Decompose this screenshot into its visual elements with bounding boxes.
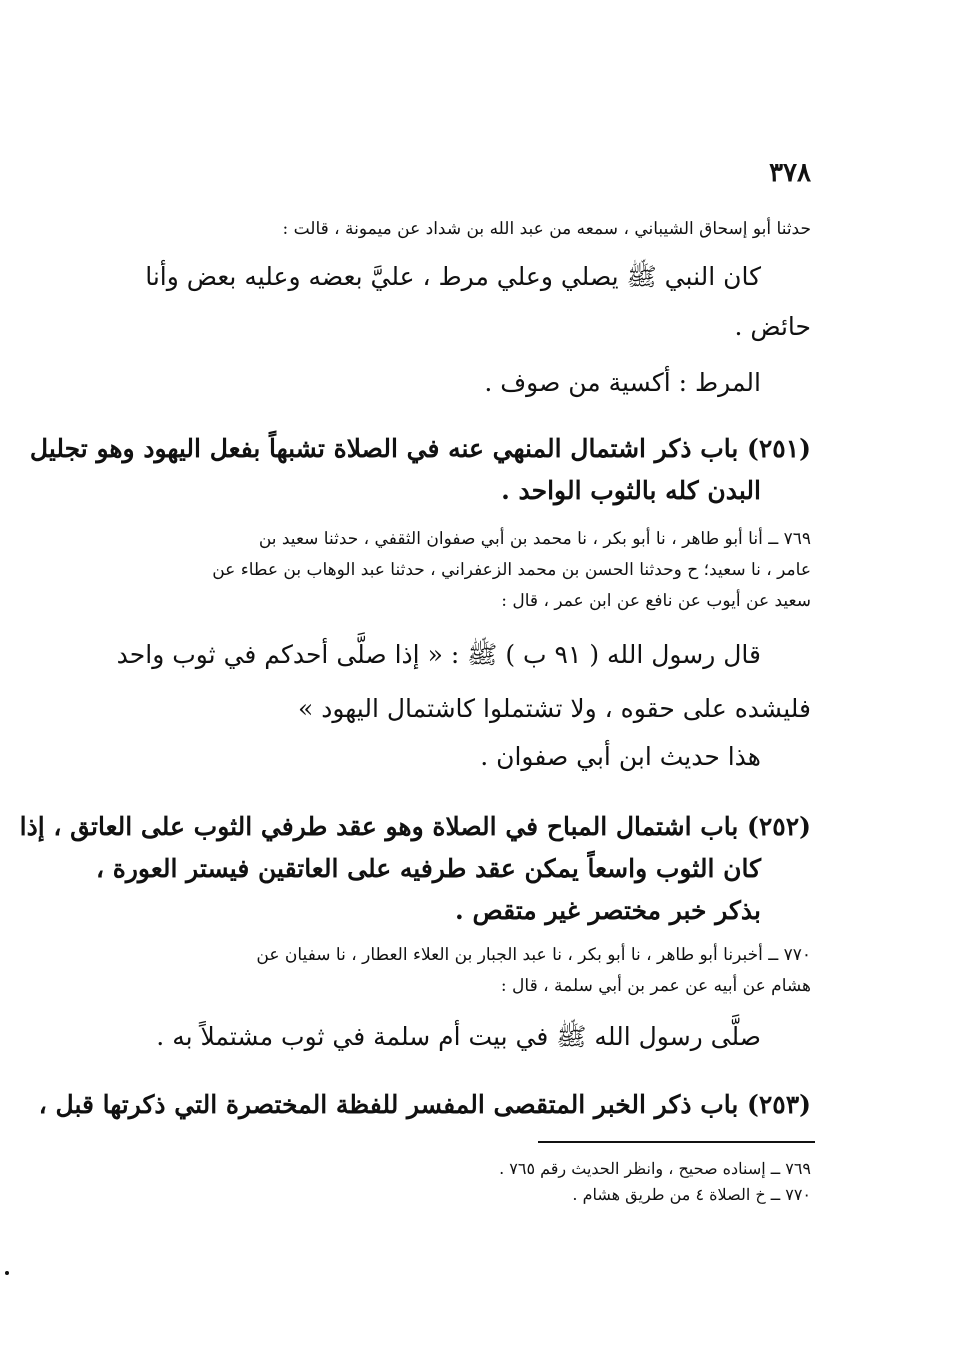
intro-text-line-1: كان النبي ﷺ يصلي وعلي مرط ، عليَّ بعضه وعليه بعض وأنا [145,262,761,291]
section-253-title-line-1: (٢٥٣) باب ذكر الخبر المتقصى المفسر للفظة المختصرة التي ذكرتها قبل ، [38,1090,811,1119]
section-251-text-line-1: قال رسول الله ( ٩١ ب ) ﷺ : « إذا صلَّى أحدكم في ثوب واحد [116,640,761,669]
section-252-chain-line-1: ٧٧٠ ــ أخبرنا أبو طاهر ، نا أبو بكر ، نا عبد الجبار بن العلاء العطار ، نا سفيان عن [256,945,811,965]
footnote-769: ٧٦٩ ــ إسناده صحيح ، وانظر الحديث رقم ٧٦٥ . [499,1159,811,1178]
section-252-heading [19,806,811,848]
margin-speck [5,1271,9,1275]
section-252-chain-line-2: هشام عن أبيه عن عمر بن أبي سلمة ، قال : [500,976,811,996]
intro-hadith-text-cont [141,306,811,348]
section-251-text-line-2: فليشده على حقوه ، ولا تشتملوا كاشتمال اليهود » [297,694,811,723]
section-252-hadith-text [141,1016,811,1058]
intro-chain-line [141,214,811,245]
intro-hadith-text [141,256,811,298]
section-251-title-line-1: (٢٥١) باب ذكر اشتمال المنهي عنه في الصلاة تشبهاً بفعل اليهود وهو تجليل [29,434,811,463]
intro-gloss [141,362,811,404]
page-number: ٣٧٨ [769,158,811,188]
footnote-divider [538,1141,815,1143]
section-252-heading-cont-2 [141,890,811,932]
section-251-hadith-text [116,634,811,676]
section-252-heading-cont [95,848,811,890]
section-251-chain-line-1: ٧٦٩ ــ أنا أبو طاهر ، نا أبو بكر ، نا محمد بن أبي صفوان الثقفي ، حدثنا سعيد بن [258,529,811,549]
section-251-chain [141,524,811,617]
section-251-note [141,736,811,778]
footnotes [141,1156,811,1208]
footnote-770: ٧٧٠ ــ خ الصلاة ٤ من طريق هشام . [572,1185,811,1204]
section-251-heading [29,428,811,470]
section-252-chain [141,940,811,1002]
intro-text-line-2: حائض . [734,312,811,341]
section-251-heading-cont [141,470,811,512]
section-252-text-line-1: صلَّى رسول الله ﷺ في بيت أم سلمة في ثوب مشتملاً به . [156,1022,761,1051]
intro-gloss-text: المرط : أكسية من صوف . [484,368,761,397]
section-253-heading [38,1084,811,1126]
section-252-title-line-3: بذكر خبر مختصر غير متقص . [455,896,761,925]
section-252-title-line-2: كان الثوب واسعاً يمكن عقد طرفيه على العاتقين فيستر العورة ، [95,854,761,883]
section-252-title-line-1: (٢٥٢) باب اشتمال المباح في الصلاة وهو عقد طرفي الثوب على العاتق ، إذا [19,812,811,841]
section-251-title-line-2: البدن كله بالثوب الواحد . [501,476,761,505]
section-251-chain-line-2: عامر ، نا سعيد؛ ح وحدثنا الحسن بن محمد الزعفراني ، حدثنا عبد الوهاب بن عطاء عن [212,560,811,580]
section-251-note-text: هذا حديث ابن أبي صفوان . [480,742,761,771]
intro-chain-text: حدثنا أبو إسحاق الشيباني ، سمعه من عبد الله بن شداد عن ميمونة ، قالت : [282,219,811,239]
section-251-hadith-text-cont [141,688,811,730]
section-251-chain-line-3: سعيد عن أيوب عن نافع عن ابن عمر ، قال : [501,591,811,611]
